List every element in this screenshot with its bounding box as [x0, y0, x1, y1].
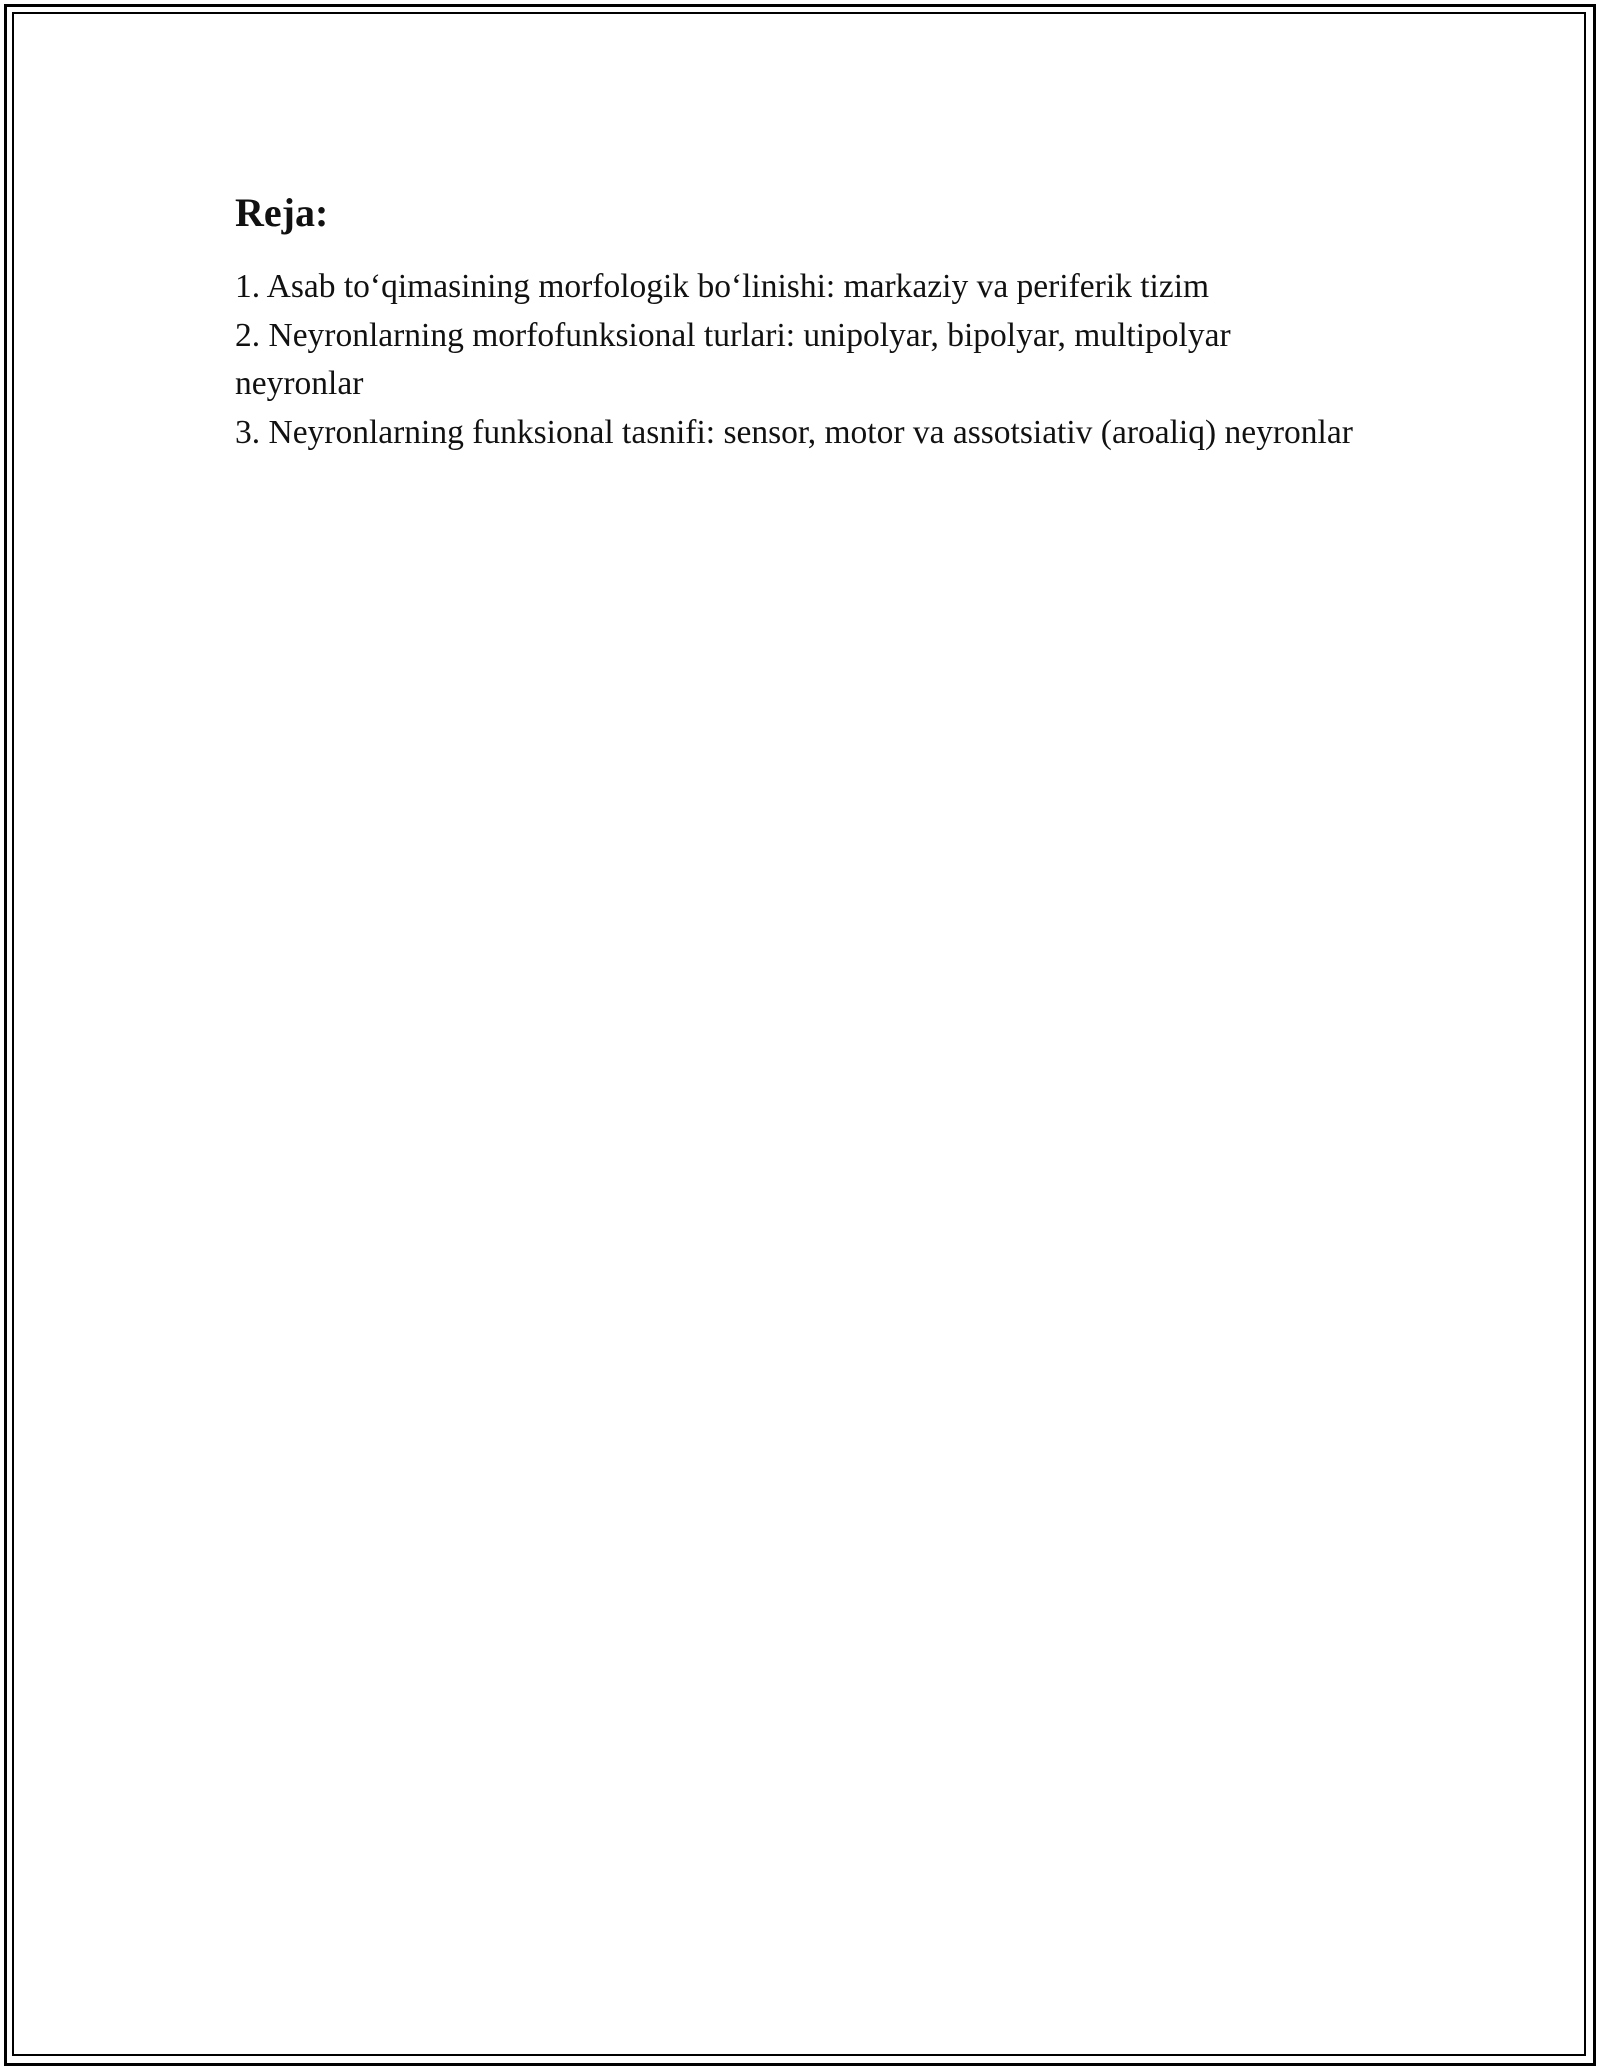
plan-item-3: 3. Neyronlarning funksional tasnifi: sensor, motor va assotsiativ (aroaliq) neyronlar: [235, 413, 1353, 451]
document-body: [235, 185, 1365, 457]
plan-list: [235, 263, 1365, 457]
plan-item-2: 2. Neyronlarning morfofunksional turlari: unipolyar, bipolyar, multipolyar neyronlar: [235, 316, 1231, 402]
plan-heading: Reja:: [235, 190, 329, 235]
plan-item-1: 1. Asab to‘qimasining morfologik bo‘linishi: markaziy va periferik tizim: [235, 268, 1210, 305]
